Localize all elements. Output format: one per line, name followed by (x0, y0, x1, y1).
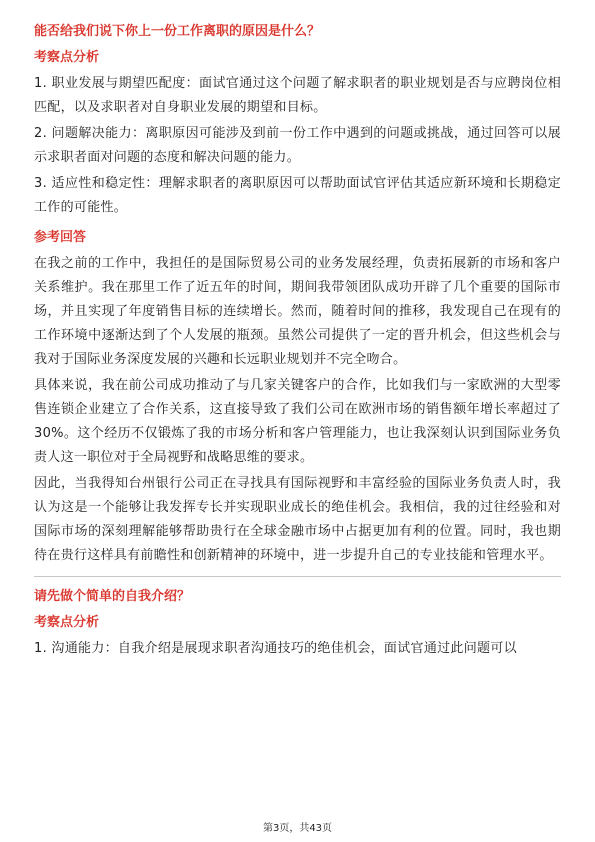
analysis-item: 2. 问题解决能力：离职原因可能涉及到前一份工作中遇到的问题或挑战，通过回答可以展示求职者面对问题的态度和解决问题的能力。 (34, 126, 561, 165)
answer-paragraph: 因此，当我得知台州银行公司正在寻找具有国际视野和丰富经验的国际业务负责人时，我认为这是一个能够让我发挥专长并实现职业成长的绝佳机会。我相信，我的过往经验和对国际市场的深刻理解能够帮助贵行在全球金融市场中占据更加有利的位置。同时，我也期待在贵行这样具有前瞻性和创新精神的环境中，进一步提升自己的专业技能和管理水平。 (34, 476, 561, 563)
document-page (34, 22, 561, 663)
answer-heading: 参考回答 (34, 230, 87, 245)
question-title: 能否给我们说下你上一份工作离职的原因是什么？ (34, 24, 321, 39)
analysis-item: 3. 适应性和稳定性：理解求职者的离职原因可以帮助面试官评估其适应新环境和长期稳定工作的可能性。 (34, 176, 561, 215)
analysis-heading: 考察点分析 (34, 615, 100, 630)
analysis-item: 1. 职业发展与期望匹配度：面试官通过这个问题了解求职者的职业规划是否与应聘岗位相匹配，以及求职者对自身职业发展的期望和目标。 (34, 76, 561, 115)
analysis-item: 1. 沟通能力：自我介绍是展现求职者沟通技巧的绝佳机会，面试官通过此问题可以 (34, 641, 517, 656)
analysis-heading: 考察点分析 (34, 50, 100, 65)
answer-paragraph: 在我之前的工作中，我担任的是国际贸易公司的业务发展经理，负责拓展新的市场和客户关系维护。我在那里工作了近五年的时间，期间我带领团队成功开辟了几个重要的国际市场，并且实现了年度销售目标的连续增长。然而，随着时间的推移，我发现自己在现有的工作环境中逐渐达到了个人发展的瓶颈。虽然公司提供了一定的晋升机会，但这些机会与我对于国际业务深度发展的兴趣和长远职业规划并不完全吻合。 (34, 256, 561, 367)
section-divider (34, 576, 561, 577)
question-title: 请先做个简单的自我介绍？ (34, 589, 191, 604)
page-number: 第3页，共43页 (262, 823, 333, 834)
answer-paragraph: 具体来说，我在前公司成功推动了与几家关键客户的合作，比如我们与一家欧洲的大型零售连锁企业建立了合作关系，这直接导致了我们公司在欧洲市场的销售额年增长率超过了30%。这个经历不仅锻炼了我的市场分析和客户管理能力，也让我深刻认识到国际业务负责人这一职位对于全局视野和战略思维的要求。 (34, 378, 561, 465)
